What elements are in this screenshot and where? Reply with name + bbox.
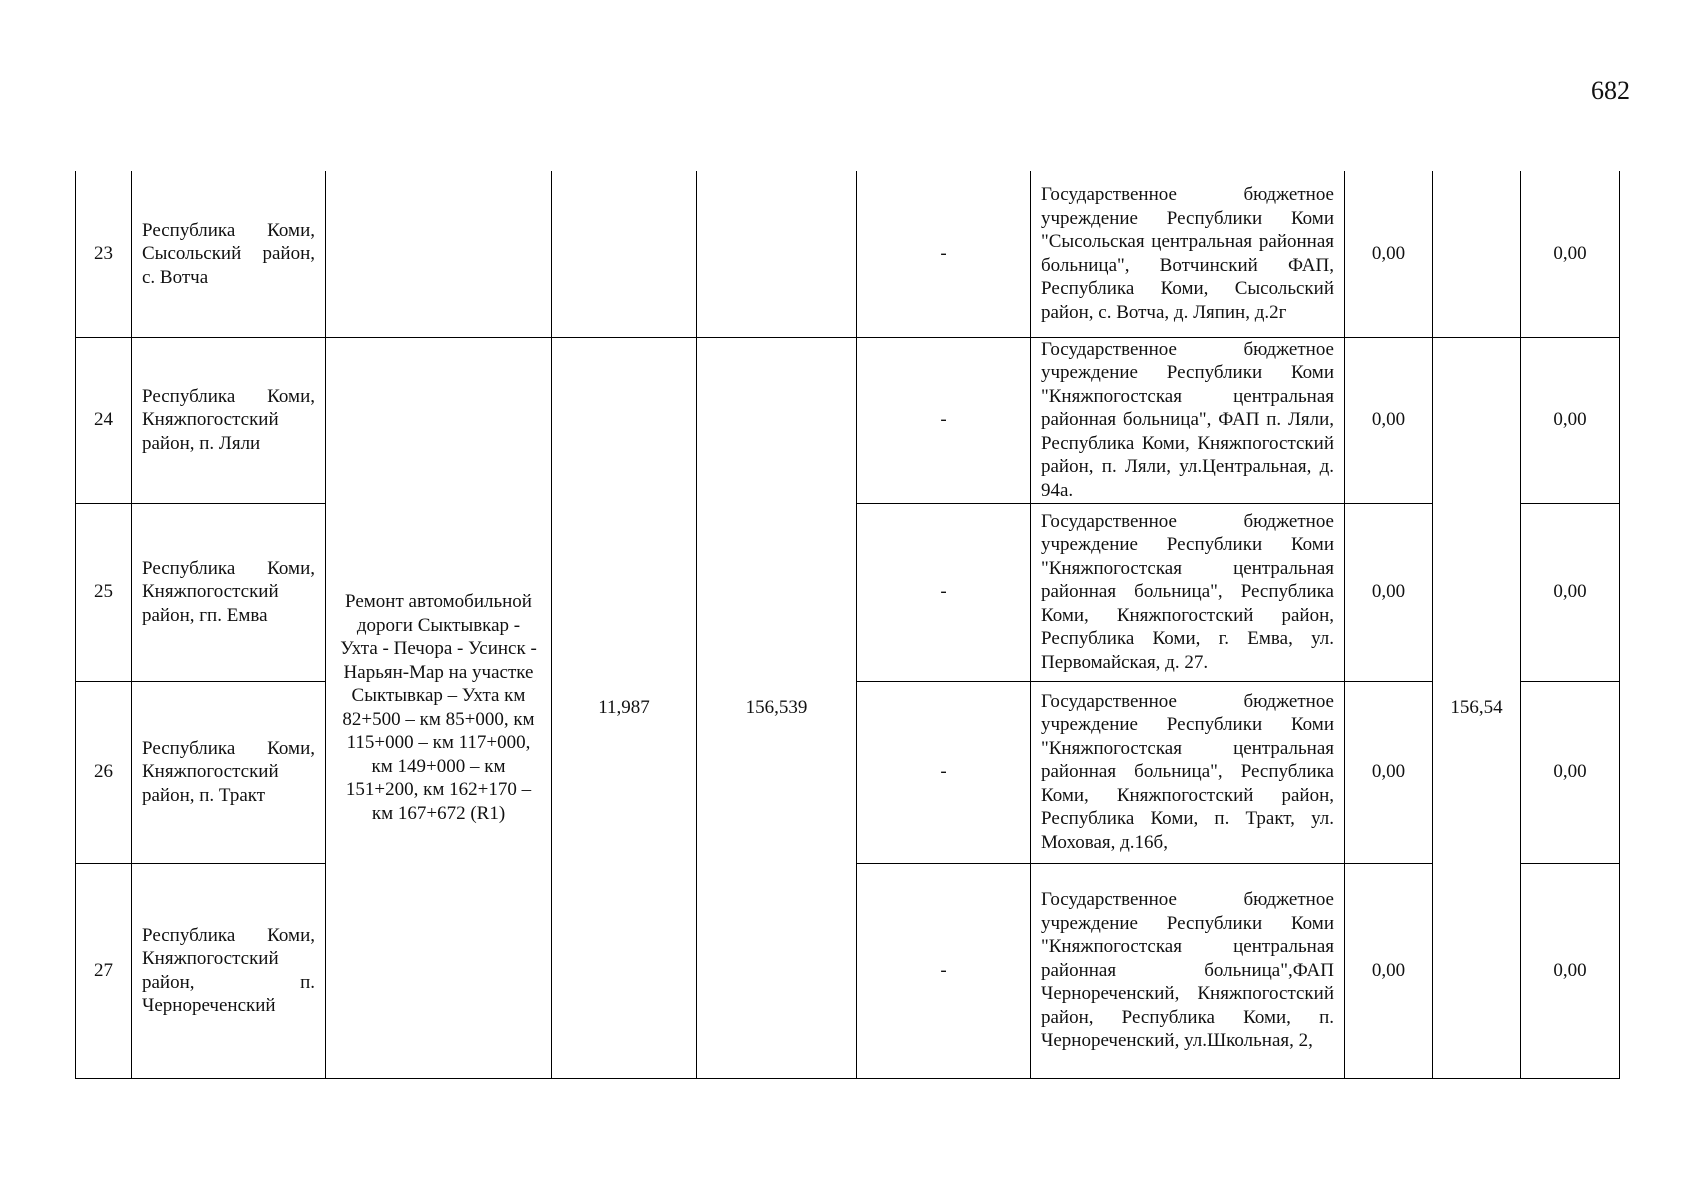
row-number: 27 [76, 863, 132, 1078]
row-number: 24 [76, 337, 132, 503]
organization-cell: Государственное бюджетное учреждение Республики Коми "Княжпогостская центральная районная больница", Республика Коми, Княжпогостский район, Республика Коми, п. Тракт, ул. Моховая, д.16б, [1031, 681, 1345, 863]
value-a-cell: 0,00 [1345, 503, 1433, 681]
value-a-cell: 0,00 [1345, 863, 1433, 1078]
organization-cell: Государственное бюджетное учреждение Республики Коми "Княжпогостская центральная районная больница", ФАП п. Ляли, Республика Коми, Княжпогостский район, п. Ляли, ул.Центральная, д. 94а. [1031, 337, 1345, 503]
value-c-cell: 0,00 [1521, 681, 1620, 863]
organization-cell: Государственное бюджетное учреждение Республики Коми "Сысольская центральная районная больница", Вотчинский ФАП, Республика Коми, Сысольский район, с. Вотча, д. Ляпин, д.2г [1031, 171, 1345, 337]
length-cell: 11,987 [552, 337, 697, 1078]
table-row [76, 171, 1620, 337]
total-cell: 156,54 [1433, 337, 1521, 1078]
row-number: 26 [76, 681, 132, 863]
value-a-cell: 0,00 [1345, 171, 1433, 337]
organization-cell: Государственное бюджетное учреждение Республики Коми "Княжпогостская центральная районная больница", Республика Коми, Княжпогостский район, Республика Коми, г. Емва, ул. Первомайская, д. 27. [1031, 503, 1345, 681]
dash-cell: - [857, 503, 1031, 681]
dash-cell: - [857, 337, 1031, 503]
organization-cell: Государственное бюджетное учреждение Республики Коми "Княжпогостская центральная районная больница",ФАП Чернореченский, Княжпогостский район, Республика Коми, п. Чернореченский, ул.Школьная, 2, [1031, 863, 1345, 1078]
value-c-cell: 0,00 [1521, 863, 1620, 1078]
value-c-cell: 0,00 [1521, 337, 1620, 503]
work-cell-empty [326, 171, 552, 337]
project-table [75, 171, 1620, 1079]
row-number: 25 [76, 503, 132, 681]
value-c-cell: 0,00 [1521, 503, 1620, 681]
table-row [76, 337, 1620, 503]
value-a-cell: 0,00 [1345, 681, 1433, 863]
work-description-cell: Ремонт автомобильной дороги Сыктывкар - Ухта - Печора - Усинск - Нарьян-Мар на участке Сыктывкар – Ухта км 82+500 – км 85+000, км 115+000 – км 117+000, км 149+000 – км 151+200, км 162+170 – км 167+672 (R1) [326, 337, 552, 1078]
location-cell: Республика Коми, Княжпогостский район, п. Ляли [132, 337, 326, 503]
location-cell: Республика Коми, Княжпогостский район, гп. Емва [132, 503, 326, 681]
value-a-cell: 0,00 [1345, 337, 1433, 503]
row-number: 23 [76, 171, 132, 337]
value-c-cell: 0,00 [1521, 171, 1620, 337]
total-cell-empty [1433, 171, 1521, 337]
dash-cell: - [857, 171, 1031, 337]
location-cell: Республика Коми, Княжпогостский район, п. Чернореченский [132, 863, 326, 1078]
dash-cell: - [857, 681, 1031, 863]
cost-cell: 156,539 [697, 337, 857, 1078]
dash-cell: - [857, 863, 1031, 1078]
location-cell: Республика Коми, Сысольский район, с. Вотча [132, 171, 326, 337]
cost-cell-empty [697, 171, 857, 337]
location-cell: Республика Коми, Княжпогостский район, п. Тракт [132, 681, 326, 863]
length-cell-empty [552, 171, 697, 337]
page-number: 682 [1591, 76, 1630, 105]
